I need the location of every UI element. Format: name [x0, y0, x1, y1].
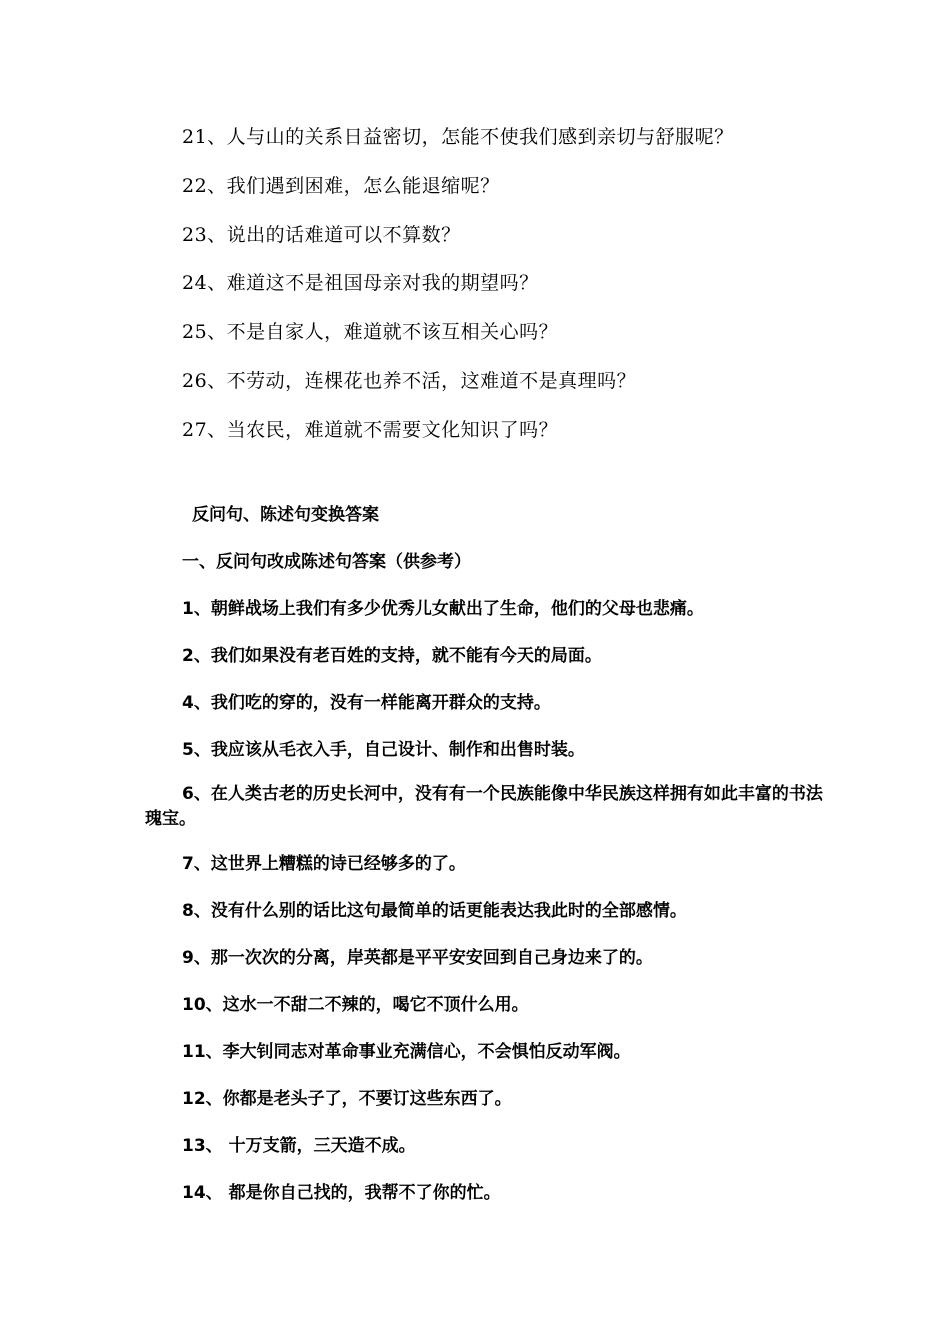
answer-item: 12、你都是老头子了，不要订这些东西了。 [182, 1089, 512, 1109]
answer-item: 14、 都是你自己找的，我帮不了你的忙。 [182, 1183, 501, 1203]
answer-item: 5、我应该从毛衣入手，自己设计、制作和出售时装。 [182, 740, 585, 760]
answer-item: 7、这世界上糟糕的诗已经够多的了。 [182, 854, 466, 874]
answers-title: 反问句、陈述句变换答案 [192, 505, 379, 525]
question-item: 22、我们遇到困难，怎么能退缩呢？ [182, 174, 500, 197]
question-item: 27、当农民，难道就不需要文化知识了吗？ [182, 418, 559, 441]
answer-item: 6、在人类古老的历史长河中，没有有一个民族能像中华民族这样拥有如此丰富的书法瑰宝。 [145, 784, 823, 829]
question-item: 26、不劳动，连棵花也养不活，这难道不是真理吗？ [182, 369, 637, 392]
answer-item: 4、我们吃的穿的，没有一样能离开群众的支持。 [182, 693, 551, 713]
question-item: 25、不是自家人，难道就不该互相关心吗？ [182, 321, 559, 344]
answer-item: 8、没有什么别的话比这句最简单的话更能表达我此时的全部感情。 [182, 901, 687, 921]
answer-item: 11、李大钊同志对革命事业充满信心，不会惧怕反动军阀。 [182, 1042, 631, 1062]
answer-item: 10、这水一不甜二不辣的，喝它不顶什么用。 [182, 995, 529, 1015]
answer-item: 2、我们如果没有老百姓的支持，就不能有今天的局面。 [182, 646, 602, 666]
section-heading: 一、反问句改成陈述句答案（供参考） [182, 552, 471, 572]
question-item: 23、说出的话难道可以不算数？ [182, 223, 461, 246]
answer-list [145, 594, 835, 1225]
question-item: 24、难道这不是祖国母亲对我的期望吗？ [182, 272, 539, 295]
answer-item: 13、 十万支箭，三天造不成。 [182, 1136, 416, 1156]
rhetorical-question-list [182, 120, 882, 462]
answer-item: 1、朝鲜战场上我们有多少优秀儿女献出了生命，他们的父母也悲痛。 [182, 599, 704, 619]
question-item: 21、人与山的关系日益密切，怎能不使我们感到亲切与舒服呢？ [182, 126, 734, 148]
answer-item: 9、那一次次的分离，岸英都是平平安安回到自己身边来了的。 [182, 948, 653, 968]
